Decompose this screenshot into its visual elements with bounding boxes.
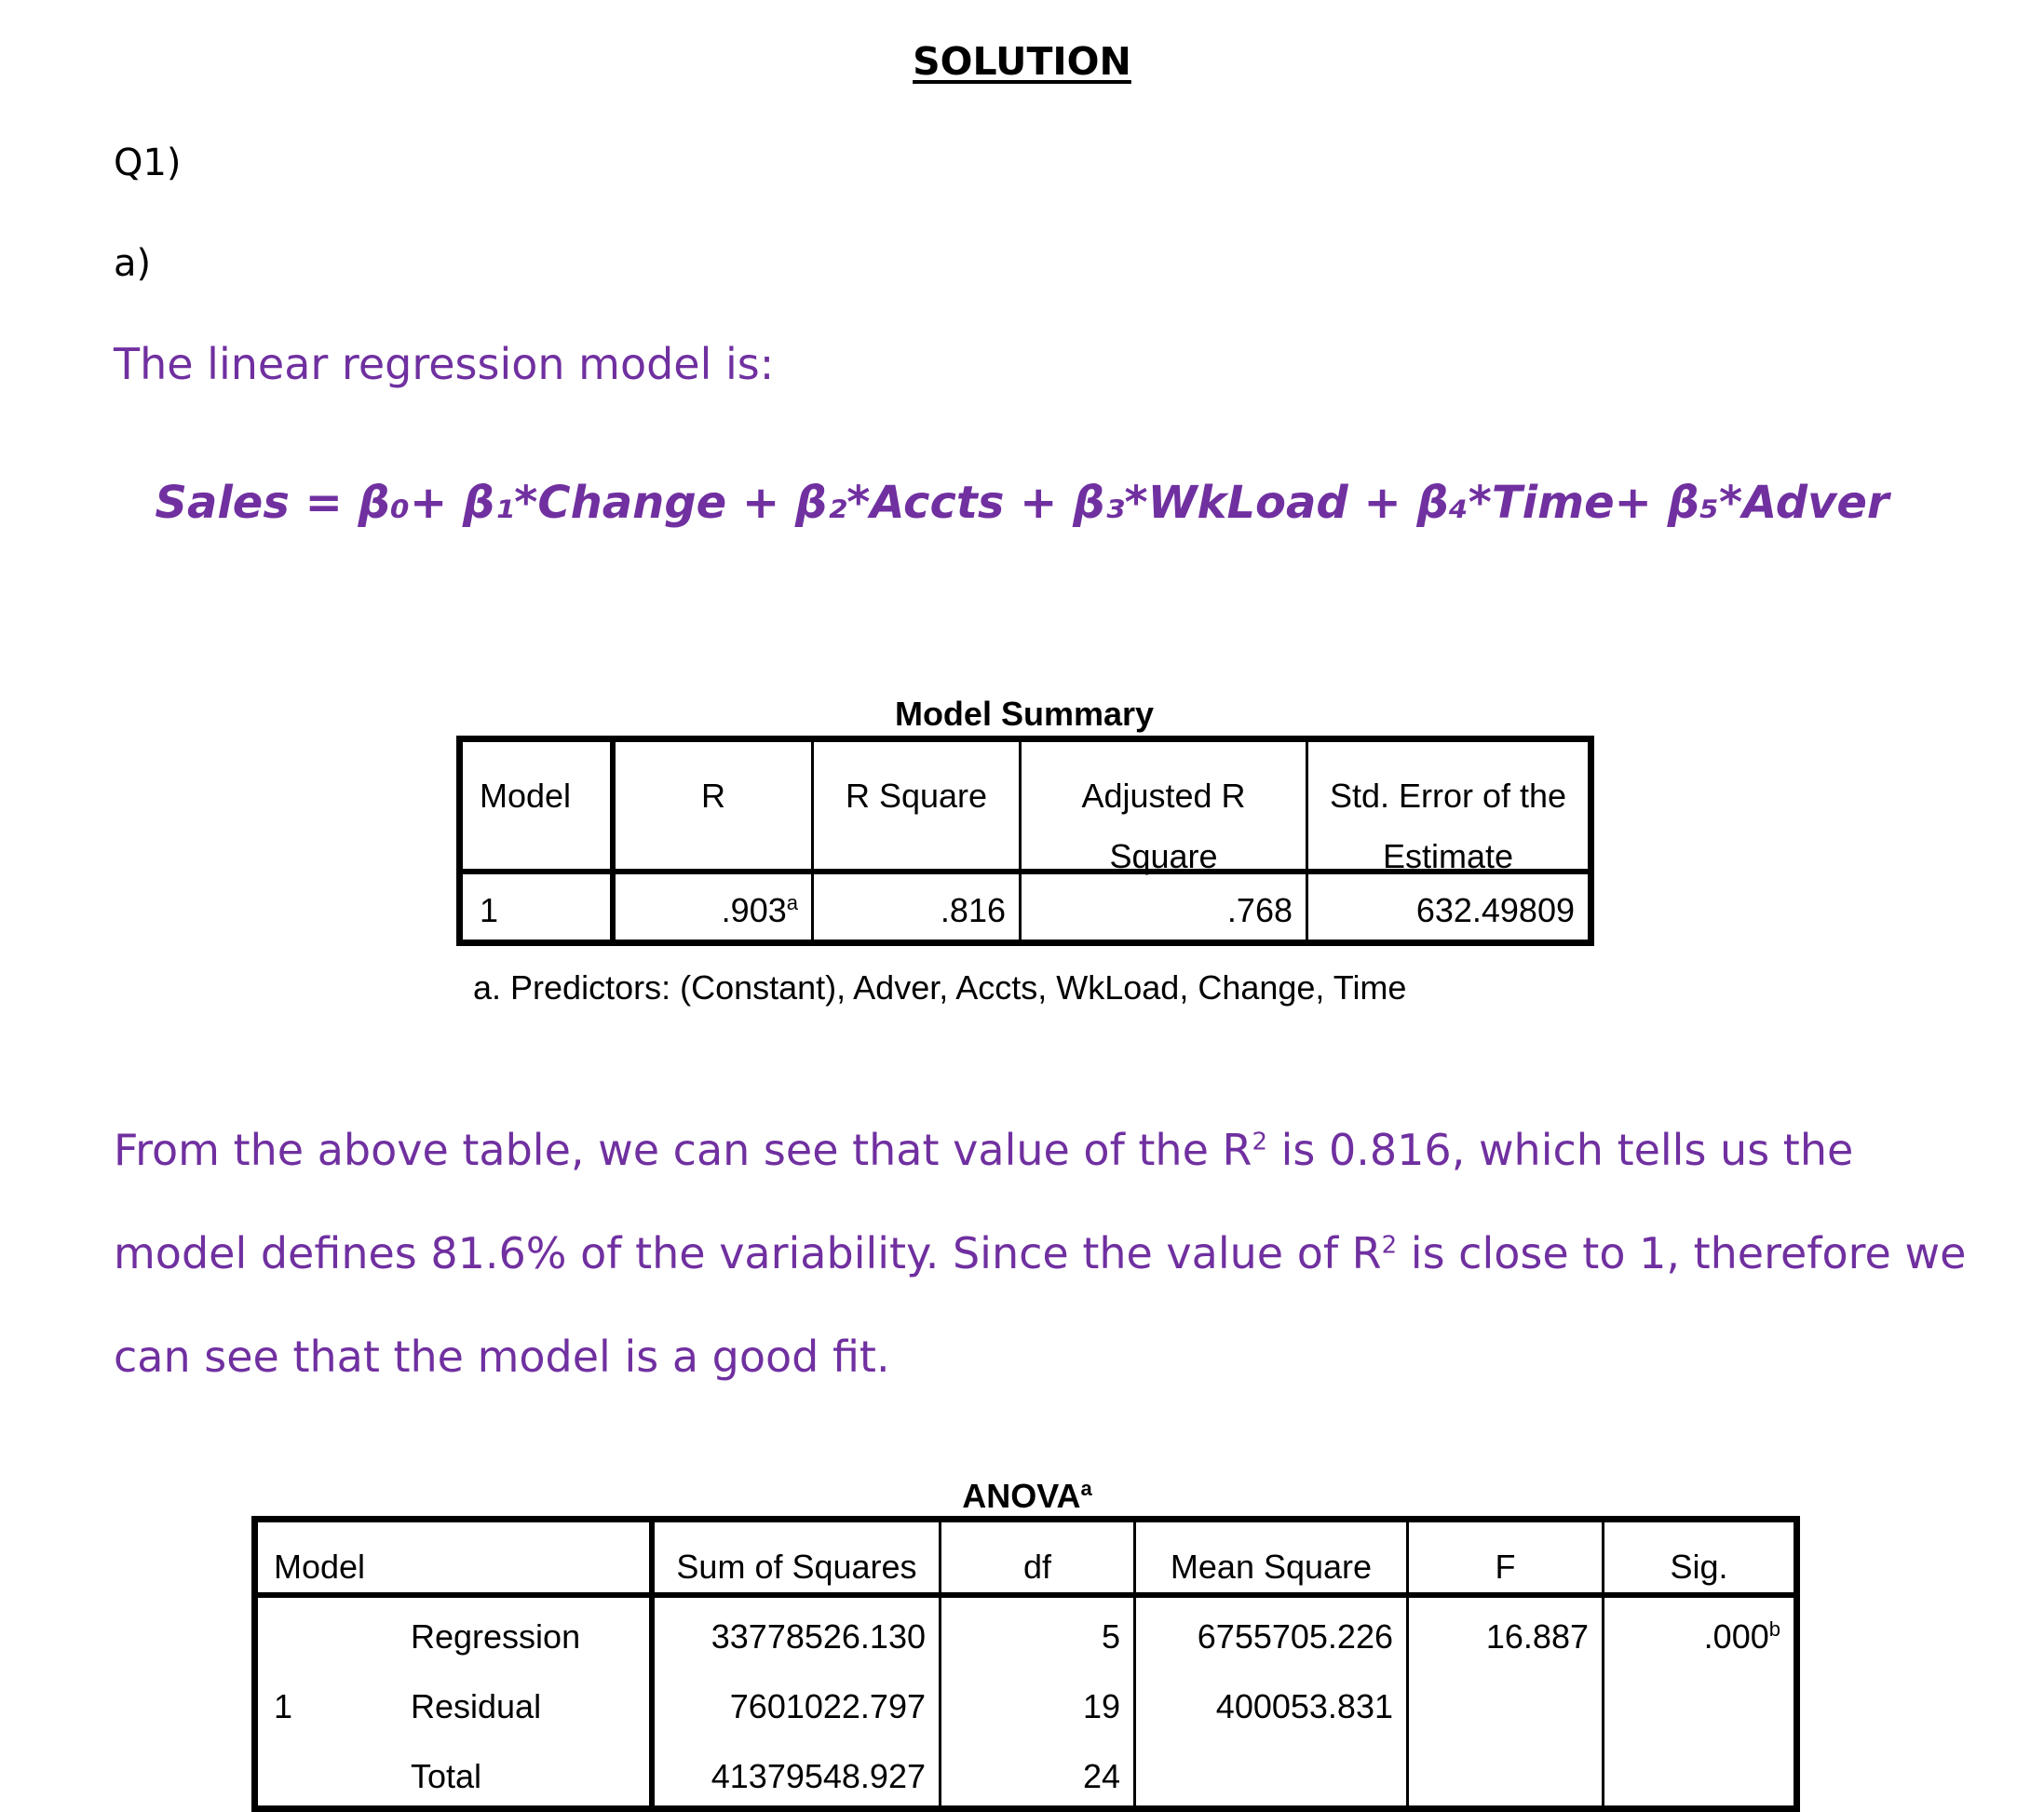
header-r: R <box>701 777 725 815</box>
row-r-square: .816 <box>940 891 1006 929</box>
model-summary-footnote: a. Predictors: (Constant), Adver, Accts, WkLoad, Change, Time <box>473 968 1407 1007</box>
header-model: Model <box>480 777 572 815</box>
question-label: Q1) <box>114 142 182 184</box>
anova-header-f: F <box>1495 1548 1516 1586</box>
row-r: .903$^a$ <box>721 891 798 929</box>
anova-row-label: Regression <box>411 1617 581 1656</box>
model-summary-table <box>456 736 1594 946</box>
regression-equation: Sales = β₀+ β₁*Change + β₂*Accts + β₃*WkLoad + β₄*Time+ β₅*Adver <box>155 477 1889 529</box>
model-summary-caption: Model Summary <box>894 695 1155 733</box>
row-model: 1 <box>480 891 499 929</box>
anova-cell-ss: 33778526.130 <box>711 1617 926 1656</box>
row-adjusted-r-square: .768 <box>1226 891 1293 929</box>
anova-model-number: 1 <box>274 1687 293 1725</box>
header-std-error-line2: Estimate <box>1382 837 1514 875</box>
part-label: a) <box>114 242 152 285</box>
anova-header-sig: Sig. <box>1670 1548 1728 1586</box>
header-std-error: Std. Error of the <box>1329 777 1567 815</box>
anova-cell-df: 5 <box>1101 1617 1120 1656</box>
anova-row-label: Total <box>411 1757 482 1795</box>
row-std-error: 632.49809 <box>1415 891 1575 929</box>
anova-header-mean-square: Mean Square <box>1170 1548 1373 1586</box>
anova-cell-ms: 6755705.226 <box>1197 1617 1393 1656</box>
header-adjusted-r-line2: Square <box>1109 837 1218 875</box>
anova-header-df: df <box>1022 1548 1052 1586</box>
anova-header-sum-of-squares: Sum of Squares <box>676 1548 917 1586</box>
anova-caption: ANOVA$^a$ <box>962 1477 1092 1515</box>
header-adjusted-r: Adjusted R <box>1081 777 1246 815</box>
anova-cell-df: 24 <box>1082 1757 1120 1795</box>
anova-cell-df: 19 <box>1082 1687 1120 1725</box>
interpretation-paragraph: From the above table, we can see that value of the $R^2$ is 0.816, which tells us the model defines 81.6% of the variability. Since the value of $R^2$ is close to 1, therefore we can see that the model is a good fit. <box>114 1125 1967 1382</box>
anova-cell-f: 16.887 <box>1485 1617 1589 1656</box>
anova-cell-ss: 41379548.927 <box>711 1757 926 1795</box>
intro-text: The linear regression model is: <box>114 339 775 389</box>
anova-header-model: Model <box>274 1548 366 1586</box>
anova-cell-sig: .000$^b$ <box>1703 1617 1780 1656</box>
header-r-square: R Square <box>845 777 988 815</box>
anova-row-label: Residual <box>411 1687 542 1725</box>
anova-cell-ms: 400053.831 <box>1215 1687 1393 1725</box>
anova-cell-ss: 7601022.797 <box>729 1687 926 1725</box>
anova-table <box>251 1516 1800 1812</box>
page-title: SOLUTION <box>913 39 1131 84</box>
